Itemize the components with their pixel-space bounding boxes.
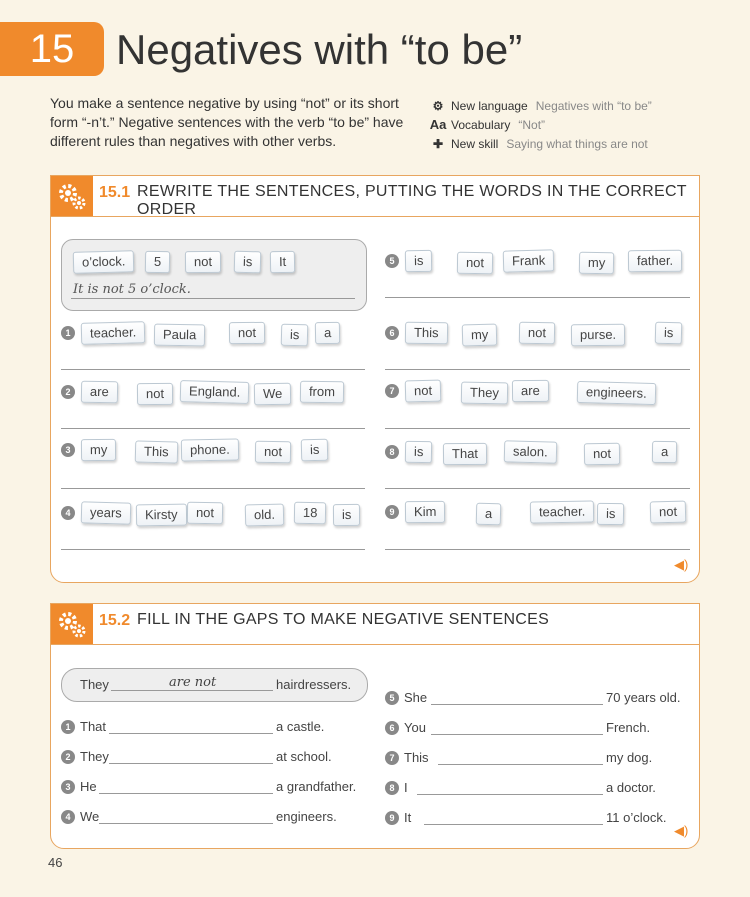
sentence-end: a doctor.: [606, 780, 656, 795]
meta-value: Negatives with “to be”: [535, 98, 652, 113]
question-number: 9: [385, 505, 399, 519]
word-tile[interactable]: a: [652, 441, 678, 463]
word-tile[interactable]: Frank: [503, 249, 555, 272]
word-tile[interactable]: not: [137, 383, 173, 405]
meta-row-vocabulary: [428, 115, 652, 134]
example-answer-line: [71, 298, 355, 299]
question-number: 3: [61, 780, 75, 794]
word-tile[interactable]: my: [579, 252, 615, 275]
gears-icon: ⚙: [432, 98, 444, 113]
sentence-end: French.: [606, 720, 651, 735]
word-tile[interactable]: It: [270, 251, 296, 273]
word-tile[interactable]: is: [281, 324, 309, 347]
word-tile[interactable]: not: [229, 322, 265, 344]
sentence-start: You: [404, 720, 426, 735]
gap-line[interactable]: [431, 734, 603, 735]
question-number: 1: [61, 326, 75, 340]
word-tile[interactable]: are: [512, 380, 549, 402]
question-number: 8: [385, 445, 399, 459]
gap-line[interactable]: [431, 704, 603, 705]
exercise-title: FILL IN THE GAPS TO MAKE NEGATIVE SENTENCES: [137, 611, 550, 628]
word-tile[interactable]: a: [315, 322, 341, 344]
word-tile[interactable]: is: [655, 322, 683, 345]
exercise-header: [51, 604, 699, 645]
answer-line[interactable]: [385, 488, 690, 489]
audio-icon[interactable]: ◀): [674, 557, 689, 572]
audio-icon[interactable]: ◀): [674, 823, 689, 838]
exercise-number: 15.1: [99, 184, 131, 201]
unit-number-badge: 15: [0, 22, 104, 76]
word-tile[interactable]: Paula: [154, 324, 206, 347]
word-tile[interactable]: That: [443, 443, 487, 465]
word-tile[interactable]: years: [81, 501, 131, 524]
example-box: [61, 239, 367, 311]
question-number: 4: [61, 506, 75, 520]
gap-line[interactable]: [109, 763, 273, 764]
word-tile[interactable]: They: [461, 382, 508, 405]
sentence-end: my dog.: [606, 750, 653, 765]
word-tile[interactable]: my: [462, 324, 498, 347]
exercise-15-1-panel: [50, 175, 700, 583]
exercise-number: 15.2: [99, 612, 131, 629]
answer-line[interactable]: [385, 369, 690, 370]
word-tile[interactable]: We: [254, 383, 292, 406]
exercise-header: [51, 176, 699, 217]
sentence-end: engineers.: [276, 809, 337, 824]
word-tile[interactable]: are: [81, 381, 118, 404]
example-subject: They: [80, 677, 109, 692]
word-tile[interactable]: not: [650, 501, 687, 524]
word-tile[interactable]: not: [405, 380, 442, 403]
meta-value: “Not”: [518, 117, 546, 132]
word-tile[interactable]: not: [584, 443, 620, 466]
exercise-15-2-panel: [50, 603, 700, 849]
example-answer: are not: [169, 675, 217, 690]
answer-line[interactable]: [385, 428, 690, 429]
meta-row-skill: [428, 134, 652, 153]
word-tile[interactable]: not: [185, 251, 221, 273]
sentence-end: 70 years old.: [606, 690, 681, 705]
answer-line[interactable]: [61, 488, 365, 489]
word-tile[interactable]: not: [187, 502, 223, 525]
meta-label: New skill: [451, 136, 499, 151]
word-tile[interactable]: is: [597, 503, 625, 525]
word-tile[interactable]: purse.: [571, 324, 625, 346]
meta-row-language: [428, 96, 652, 115]
word-tile[interactable]: father.: [628, 250, 682, 272]
sentence-end: 11 o’clock.: [606, 810, 667, 825]
word-tile[interactable]: is: [301, 439, 329, 462]
question-number: 1: [61, 720, 75, 734]
word-tile[interactable]: o’clock.: [73, 250, 135, 274]
answer-line[interactable]: [61, 369, 365, 370]
sentence-start: She: [404, 690, 428, 705]
sentence-start: That: [80, 719, 107, 734]
page-number: 46: [48, 855, 63, 870]
question-number: 6: [385, 326, 399, 340]
word-tile[interactable]: old.: [245, 503, 285, 526]
gap-line[interactable]: [99, 793, 273, 794]
word-tile[interactable]: Kim: [405, 501, 446, 523]
gap-line[interactable]: [109, 733, 273, 734]
question-number: 8: [385, 781, 399, 795]
gap-line[interactable]: [438, 764, 603, 765]
exercise-title: REWRITE THE SENTENCES, PUTTING THE WORDS IN THE CORRECT ORDER: [137, 183, 687, 218]
question-number: 9: [385, 811, 399, 825]
meta-label: Vocabulary: [451, 117, 511, 132]
example-gap-line: [111, 690, 273, 691]
word-tile[interactable]: engineers.: [577, 381, 656, 405]
example-complement: hairdressers.: [276, 677, 352, 692]
word-tile[interactable]: not: [519, 322, 555, 345]
word-tile[interactable]: from: [300, 381, 344, 404]
question-number: 7: [385, 384, 399, 398]
word-tile[interactable]: 18: [294, 502, 327, 525]
meta-label: New language: [451, 98, 528, 113]
gap-line[interactable]: [99, 823, 273, 824]
question-number: 2: [61, 750, 75, 764]
sentence-start: I: [404, 780, 408, 795]
sentence-start: It: [404, 810, 412, 825]
word-tile[interactable]: is: [405, 441, 433, 463]
word-tile[interactable]: teacher.: [81, 321, 146, 345]
question-number: 7: [385, 751, 399, 765]
word-tile[interactable]: a: [476, 503, 502, 526]
puzzle-icon: ✚: [432, 136, 444, 151]
sentence-start: This: [404, 750, 429, 765]
sentence-start: He: [80, 779, 97, 794]
aa-icon: Aa: [429, 117, 447, 132]
word-tile[interactable]: is: [405, 250, 433, 272]
gears-icon: [51, 176, 93, 216]
question-number: 5: [385, 254, 399, 268]
gap-line[interactable]: [417, 794, 603, 795]
unit-title: Negatives with “to be”: [116, 26, 523, 73]
question-number: 2: [61, 385, 75, 399]
gap-line[interactable]: [424, 824, 603, 825]
word-tile[interactable]: not: [457, 252, 493, 275]
word-tile[interactable]: England.: [180, 380, 250, 404]
word-tile[interactable]: phone.: [181, 438, 239, 461]
word-tile[interactable]: teacher.: [530, 500, 595, 523]
sentence-end: a grandfather.: [276, 779, 357, 794]
example-answer: It is not 5 o’clock.: [73, 282, 191, 297]
word-tile[interactable]: my: [81, 439, 117, 461]
sentence-end: a castle.: [276, 719, 325, 734]
question-number: 4: [61, 810, 75, 824]
meta-value: Saying what things are not: [506, 136, 648, 151]
answer-line[interactable]: [61, 549, 365, 550]
sentence-start: We: [80, 809, 100, 824]
answer-line[interactable]: [385, 549, 690, 550]
question-number: 5: [385, 691, 399, 705]
answer-line[interactable]: [385, 297, 690, 298]
word-tile[interactable]: 5: [145, 251, 171, 273]
word-tile[interactable]: salon.: [504, 440, 557, 463]
word-tile[interactable]: This: [135, 440, 178, 463]
unit-meta: [428, 96, 652, 153]
sentence-start: They: [80, 749, 109, 764]
word-tile[interactable]: is: [234, 251, 262, 274]
intro-text: You make a sentence negative by using “not” or its short form “-n’t.” Negative sentences with the verb “to be” have different rules than negatives with other verbs.: [50, 95, 404, 149]
word-tile[interactable]: This: [405, 322, 448, 345]
sentence-end: at school.: [276, 749, 332, 764]
answer-line[interactable]: [61, 428, 365, 429]
word-tile[interactable]: Kirsty: [136, 504, 187, 527]
gears-icon: [51, 604, 93, 644]
word-tile[interactable]: not: [255, 441, 291, 464]
question-number: 3: [61, 443, 75, 457]
question-number: 6: [385, 721, 399, 735]
word-tile[interactable]: is: [333, 504, 361, 526]
